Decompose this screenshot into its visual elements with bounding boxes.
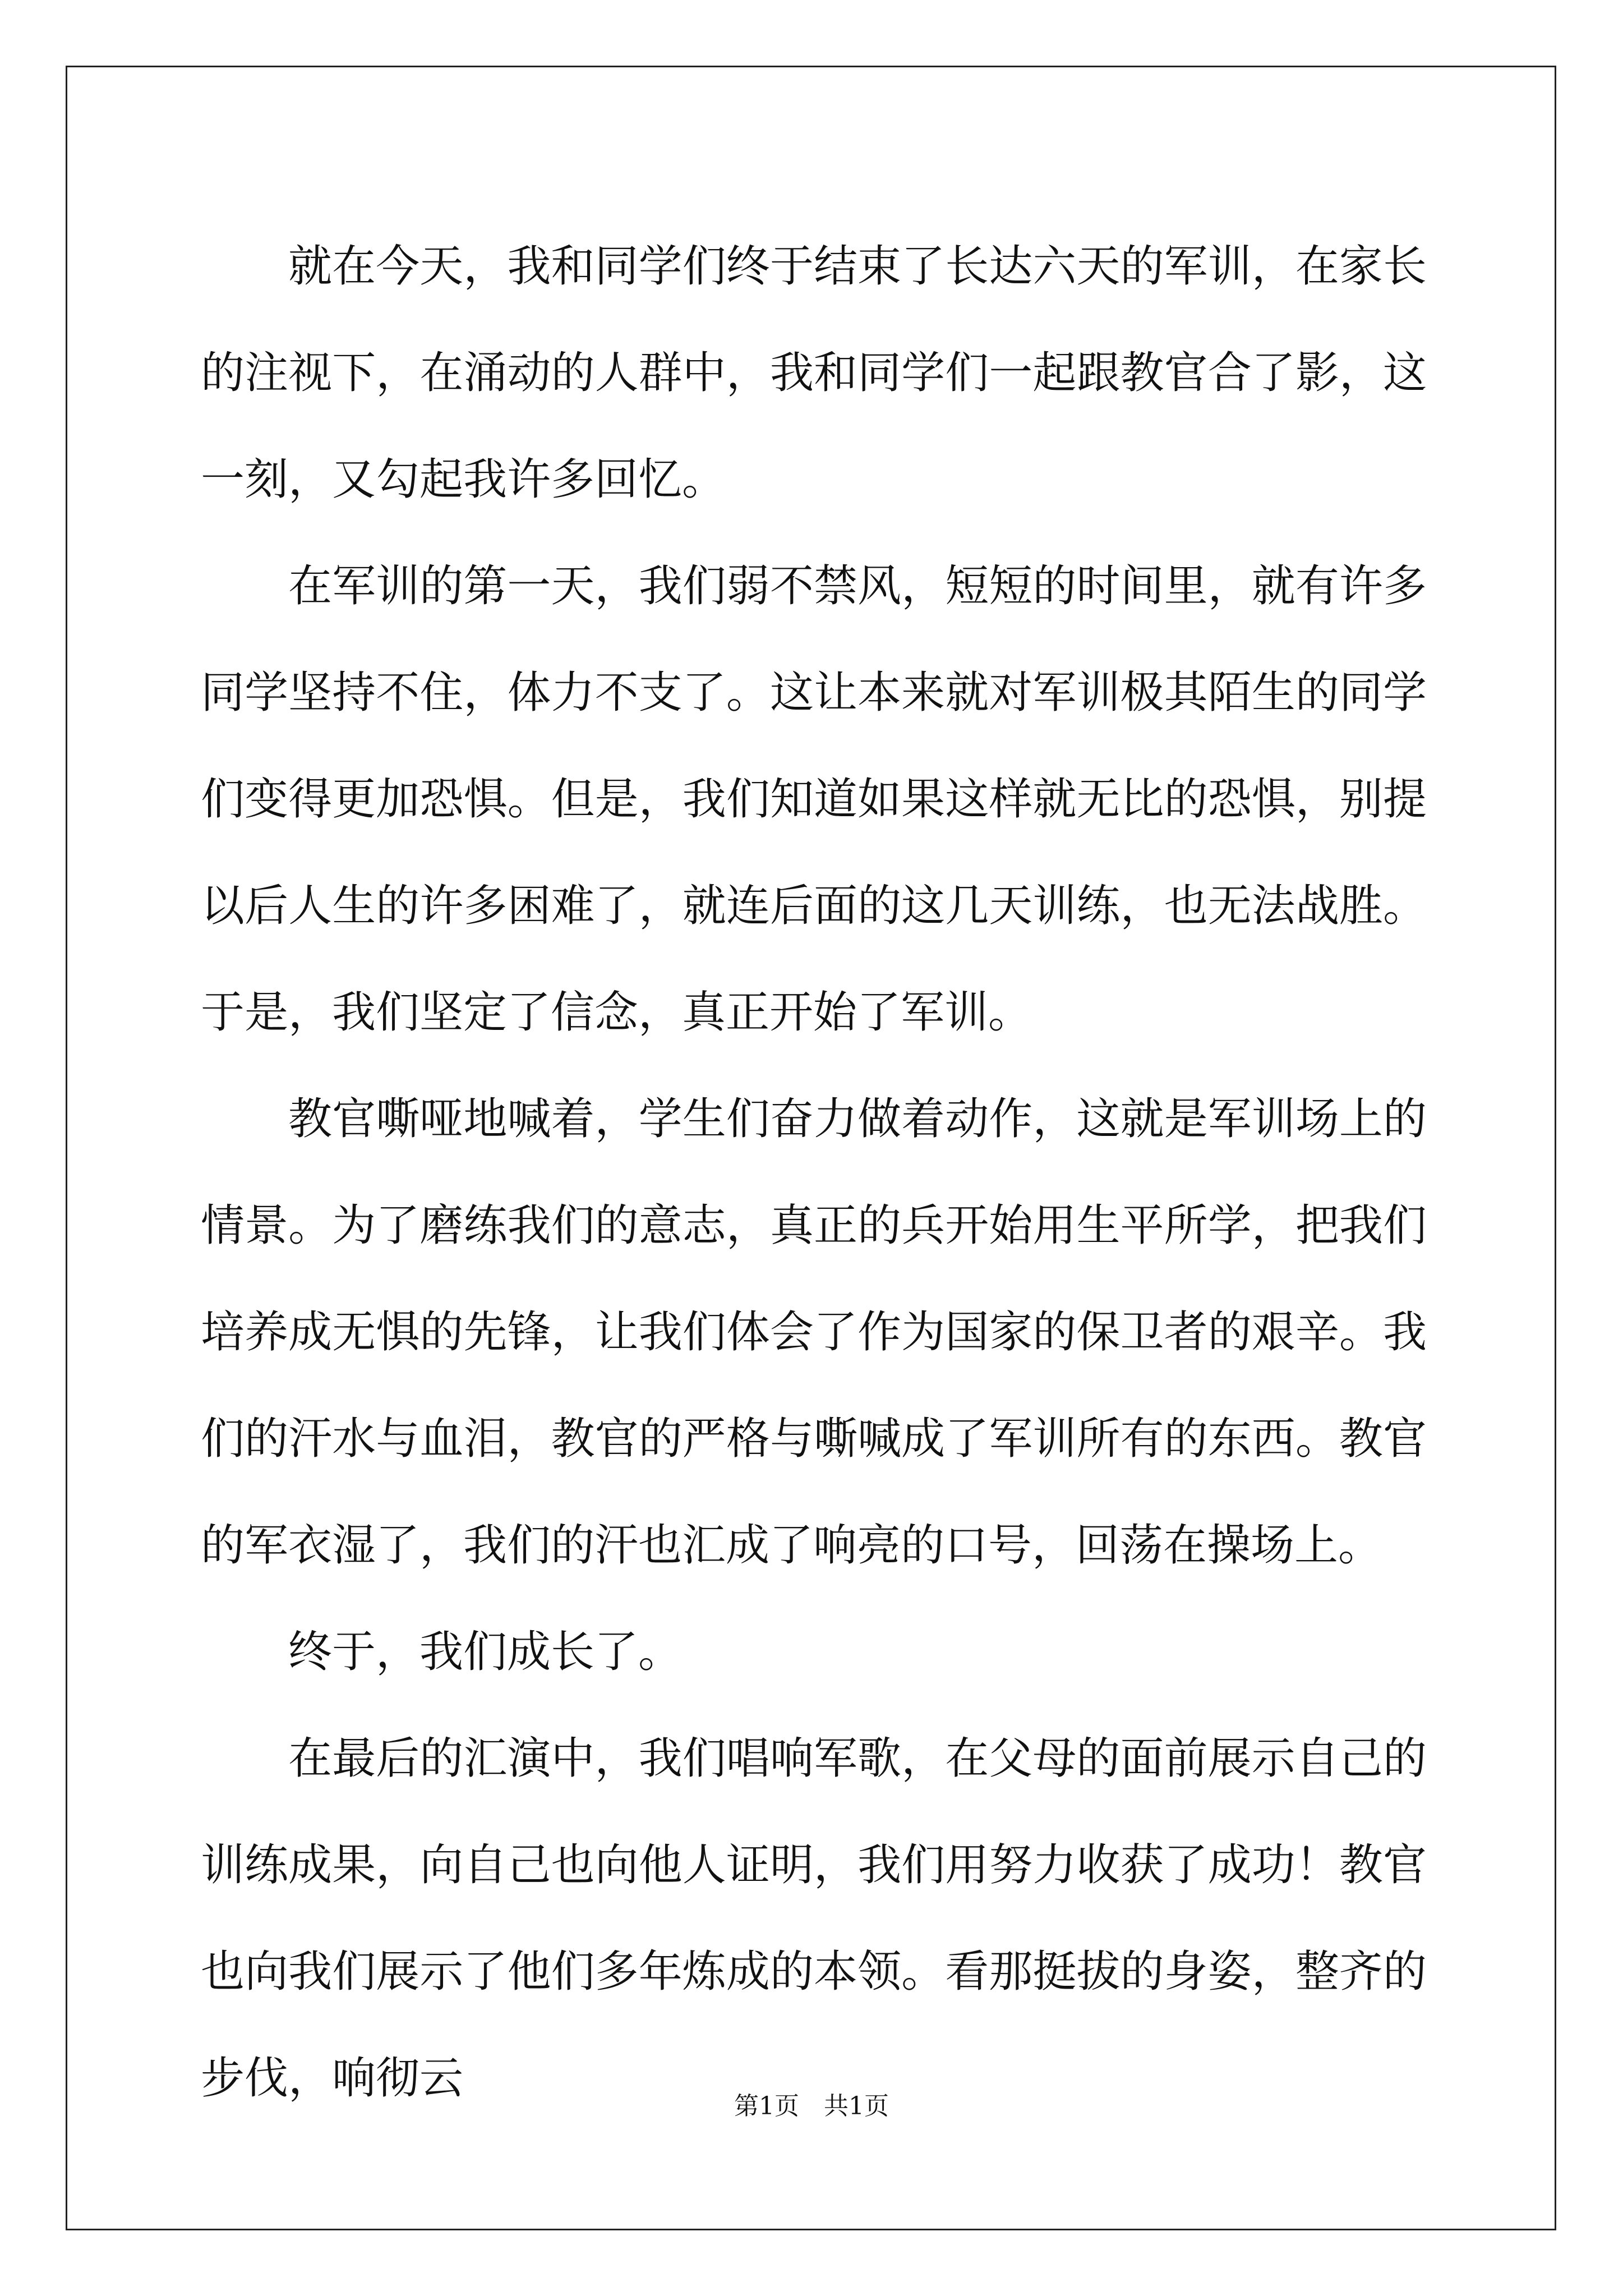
page-number-footer: 第1页 共1页 xyxy=(734,2092,889,2120)
paragraph-4: 终于，我们成长了。 xyxy=(288,1627,683,1677)
document-body xyxy=(201,213,1427,2104)
paragraph-2: 在军训的第一天，我们弱不禁风，短短的时间里，就有许多同学坚持不住，体力不支了。这让本来就对军训极其陌生的同学们变得更加恐惧。但是，我们知道如果这样就无比的恐惧，别提以后人生的许多困难了，就连后面的这几天训练，也无法战胜。于是，我们坚定了信念，真正开始了军训。 xyxy=(201,561,1427,1038)
paragraph-3: 教官嘶哑地喊着，学生们奋力做着动作，这就是军训场上的情景。为了磨练我们的意志，真正的兵开始用生平所学，把我们培养成无惧的先锋，让我们体会了作为国家的保卫者的艰辛。我们的汗水与血泪，教官的严格与嘶喊成了军训所有的东西。教官的军衣湿了，我们的汗也汇成了响亮的口号，回荡在操场上。 xyxy=(201,1094,1427,1571)
paragraph-1: 就在今天，我和同学们终于结束了长达六天的军训，在家长的注视下，在涌动的人群中，我和同学们一起跟教官合了影，这一刻，又勾起我许多回忆。 xyxy=(201,241,1427,505)
paragraph-5: 在最后的汇演中，我们唱响军歌，在父母的面前展示自己的训练成果，向自己也向他人证明，我们用努力收获了成功！教官也向我们展示了他们多年炼成的本领。看那挺拔的身姿，整齐的步伐，响彻云 xyxy=(201,1733,1427,2104)
